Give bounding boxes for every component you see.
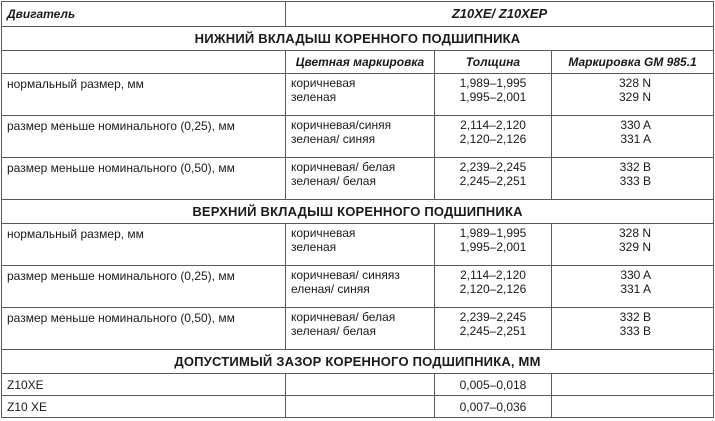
col-thickness-header: Толщина — [435, 51, 552, 74]
size-label: размер меньше номинального (0,25), мм — [2, 266, 286, 308]
table-row — [2, 308, 714, 350]
empty-cell — [552, 396, 714, 418]
table-row — [2, 266, 714, 308]
clearance-value: 0,007–0,036 — [435, 396, 552, 418]
marking-cell: 330 A 331 A — [552, 266, 714, 308]
table-row — [2, 396, 714, 418]
color-cell: коричневая зеленая — [286, 224, 435, 266]
clearance-value: 0,005–0,018 — [435, 374, 552, 396]
color-cell: коричневая/ белая зеленая/ белая — [286, 308, 435, 350]
engine-label: Двигатель — [2, 2, 286, 27]
thickness-cell: 2,114–2,120 2,120–2,126 — [435, 116, 552, 158]
empty-cell — [552, 374, 714, 396]
marking-cell: 328 N 329 N — [552, 74, 714, 116]
color-cell: коричневая/ синяяз еленая/ синяя — [286, 266, 435, 308]
engine-cell: Z10XE — [2, 374, 286, 396]
thickness-cell: 1,989–1,995 1,995–2,001 — [435, 224, 552, 266]
header-row — [2, 2, 714, 27]
table-row — [2, 224, 714, 266]
table-row — [2, 374, 714, 396]
section-clearance-title-row — [2, 350, 714, 374]
empty-header-cell — [2, 51, 286, 74]
section-title-upper: ВЕРХНИЙ ВКЛАДЫШ КОРЕННОГО ПОДШИПНИКА — [2, 200, 714, 224]
table-row — [2, 74, 714, 116]
marking-cell: 328 N 329 N — [552, 224, 714, 266]
table-row — [2, 116, 714, 158]
marking-cell: 330 A 331 A — [552, 116, 714, 158]
section-title-lower: НИЖНИЙ ВКЛАДЫШ КОРЕННОГО ПОДШИПНИКА — [2, 27, 714, 51]
column-header-row — [2, 51, 714, 74]
size-label: нормальный размер, мм — [2, 224, 286, 266]
thickness-cell: 2,239–2,245 2,245–2,251 — [435, 158, 552, 200]
thickness-cell: 2,114–2,120 2,120–2,126 — [435, 266, 552, 308]
section-upper-title-row — [2, 200, 714, 224]
engine-cell: Z10 XE — [2, 396, 286, 418]
table-row — [2, 158, 714, 200]
color-cell: коричневая зеленая — [286, 74, 435, 116]
bearing-spec-table — [1, 1, 714, 418]
empty-cell — [286, 396, 435, 418]
section-lower-title-row — [2, 27, 714, 51]
empty-cell — [286, 374, 435, 396]
col-color-header: Цветная маркировка — [286, 51, 435, 74]
marking-cell: 332 B 333 B — [552, 308, 714, 350]
color-cell: коричневая/ белая зеленая/ белая — [286, 158, 435, 200]
color-cell: коричневая/синяя зеленая/ синяя — [286, 116, 435, 158]
thickness-cell: 1,989–1,995 1,995–2,001 — [435, 74, 552, 116]
size-label: размер меньше номинального (0,25), мм — [2, 116, 286, 158]
engine-models: Z10XE/ Z10XEP — [286, 2, 714, 27]
col-marking-header: Маркировка GM 985.1 — [552, 51, 714, 74]
size-label: размер меньше номинального (0,50), мм — [2, 308, 286, 350]
size-label: размер меньше номинального (0,50), мм — [2, 158, 286, 200]
section-title-clearance: ДОПУСТИМЫЙ ЗАЗОР КОРЕННОГО ПОДШИПНИКА, ММ — [2, 350, 714, 374]
size-label: нормальный размер, мм — [2, 74, 286, 116]
thickness-cell: 2,239–2,245 2,245–2,251 — [435, 308, 552, 350]
marking-cell: 332 B 333 B — [552, 158, 714, 200]
